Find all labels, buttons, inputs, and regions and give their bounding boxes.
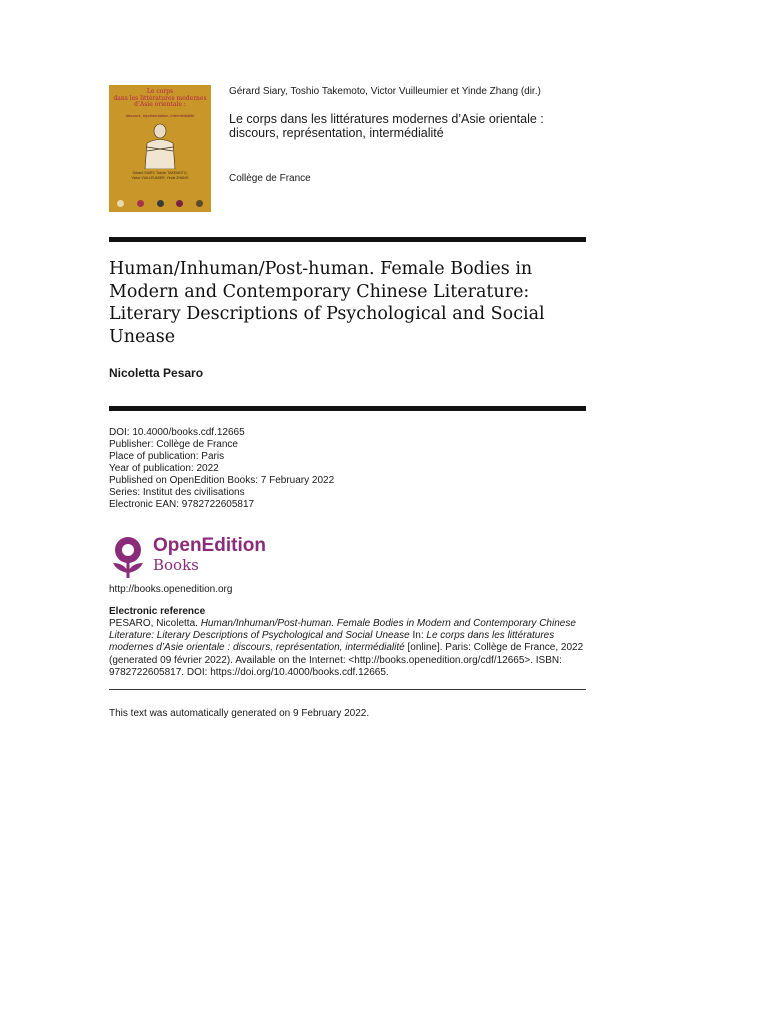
cover-logo-circle <box>137 200 144 207</box>
chapter-title: Human/Inhuman/Post-human. Female Bodies in Modern and Contemporary Chinese Literature: Literary Descriptions of Psychological and Social Unease <box>109 259 545 347</box>
openedition-url-link[interactable]: http://books.openedition.org <box>109 584 233 595</box>
cover-authors: Gérard SIARY, Toshio TAKEMOTO, Victor VUILLEUMIER, Yinde ZHANG <box>131 171 189 180</box>
book-title: Le corps dans les littératures modernes d’Asie orientale : discours, représentation, intermédialité <box>229 112 544 140</box>
ref-chapter-title: Human/Inhuman/Post-human. Female Bodies in Modern and Contemporary Chinese Literature: Literary Descriptions of Psychological and Social Unease <box>109 618 576 642</box>
book-publisher: Collège de France <box>229 173 311 184</box>
meta-series: Series: Institut des civilisations <box>109 487 245 498</box>
ref-suffix: [online]. Paris: Collège de France, 2022 (generated 09 février 2022). Available on the Internet: <http://books.openedition.org/cdf/12665>. ISBN: 9782722605817. DOI: https://doi.org/10.4000/books.cdf.12665. <box>109 642 584 678</box>
electronic-reference-text <box>109 618 589 679</box>
cover-logo-circle <box>196 200 203 207</box>
publication-metadata <box>109 427 334 511</box>
meta-doi: DOI: 10.4000/books.cdf.12665 <box>109 427 245 438</box>
meta-published-on: Published on OpenEdition Books: 7 February 2022 <box>109 475 335 486</box>
openedition-books-wordmark: Books <box>153 556 199 574</box>
meta-place: Place of publication: Paris <box>109 451 225 462</box>
generation-note: This text was automatically generated on 9 February 2022. <box>109 708 370 719</box>
cover-title: Le corps dans les littératures modernes d’Asie orientale : <box>113 88 207 108</box>
ref-in: In: <box>409 630 427 642</box>
cover-logos <box>117 199 203 207</box>
cover-logo-circle <box>176 200 183 207</box>
ref-prefix: PESARO, Nicoletta. <box>109 618 201 629</box>
openedition-books-logo[interactable] <box>109 533 289 579</box>
divider-bottom <box>109 689 586 690</box>
book-cover-image <box>109 85 211 212</box>
cover-logo-circle <box>157 200 164 207</box>
cover-logo-circle <box>117 200 124 207</box>
cover-figure-illustration <box>137 121 183 169</box>
openedition-flower-icon <box>109 535 147 579</box>
divider-top <box>109 237 586 242</box>
electronic-reference-heading: Electronic reference <box>109 606 206 617</box>
divider-middle <box>109 406 586 411</box>
chapter-author: Nicoletta Pesaro <box>109 366 204 380</box>
meta-ean: Electronic EAN: 9782722605817 <box>109 499 255 510</box>
ref-book-title: Le corps dans les littératures modernes d’Asie orientale : discours, représentation, intermédialité <box>109 630 555 654</box>
openedition-wordmark: OpenEdition <box>153 535 266 556</box>
meta-publisher: Publisher: Collège de France <box>109 439 238 450</box>
meta-year: Year of publication: 2022 <box>109 463 219 474</box>
book-editors: Gérard Siary, Toshio Takemoto, Victor Vuilleumier et Yinde Zhang (dir.) <box>229 86 541 97</box>
cover-subtitle: discours, représentation, intermédialité <box>125 113 195 118</box>
